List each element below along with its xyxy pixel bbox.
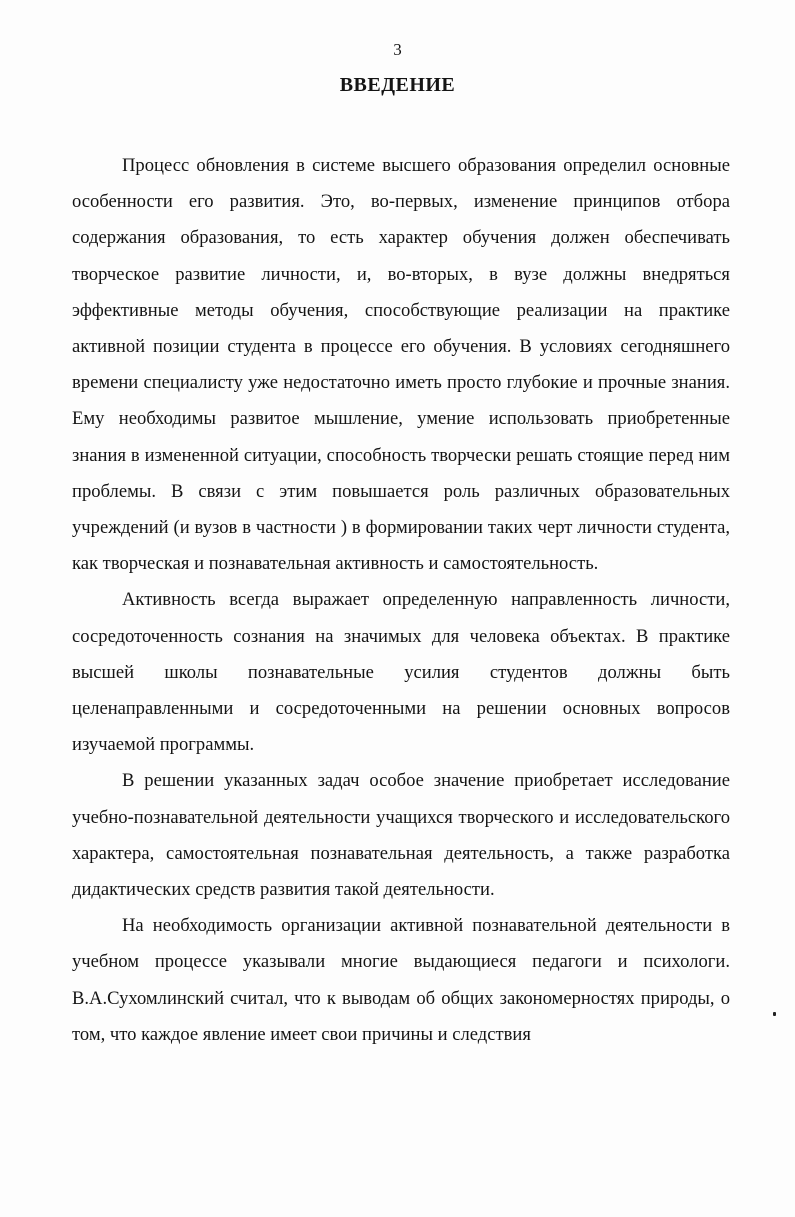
paragraph: Активность всегда выражает определенную направленность личности, сосредоточенность сознания на значимых для человека объектах. В практике высшей школы познавательные усилия студентов должны быть целенаправленными и сосредоточенными на решении основных вопросов изучаемой программы. xyxy=(72,589,730,756)
body-text xyxy=(72,148,730,1053)
paragraph: Процесс обновления в системе высшего образования определил основные особенности его развития. Это, во-первых, изменение принципов отбора содержания образования, то есть характер обучения должен обеспечивать творческое развитие личности, и, во-вторых, в вузе должны внедряться эффективные методы обучения, способствующие реализации на практике активной позиции студента в процессе его обучения. В условиях сегодняшнего времени специалисту уже недостаточно иметь просто глубокие и прочные знания. Ему необходимы развитое мышление, умение использовать приобретенные знания в измененной ситуации, способность творчески решать стоящие перед ним проблемы. В связи с этим повышается роль различных образовательных учреждений (и вузов в частности ) в формировании таких черт личности студента, как творческая и познавательная активность и самостоятельность. xyxy=(72,155,730,575)
paragraph: В решении указанных задач особое значение приобретает исследование учебно-познавательной деятельности учащихся творческого и исследовательского характера, самостоятельная познавательная деятельность, а также разработка дидактических средств развития такой деятельности. xyxy=(72,770,730,901)
paragraph: На необходимость организации активной познавательной деятельности в учебном процессе указывали многие выдающиеся педагоги и психологи. В.А.Сухомлинский считал, что к выводам об общих закономерностях природы, о том, что каждое явление имеет свои причины и следствия xyxy=(72,915,730,1045)
scan-speck xyxy=(773,1012,776,1016)
page-number: 3 xyxy=(393,40,402,59)
page-title: ВВЕДЕНИЕ xyxy=(339,74,456,96)
